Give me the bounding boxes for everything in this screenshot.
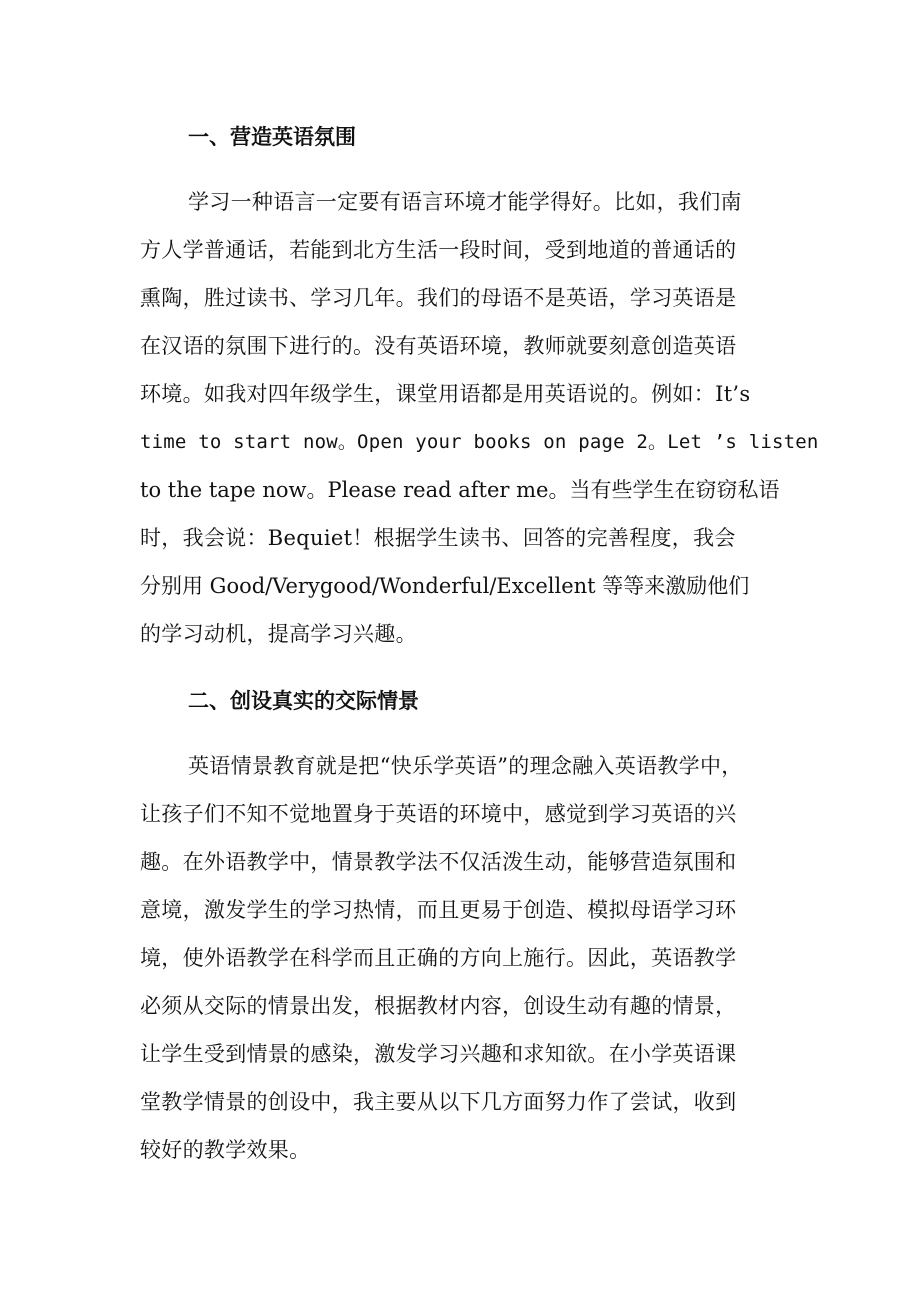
section-2-line: 让学生受到情景的感染，激发学习兴趣和求知欲。在小学英语课	[140, 1042, 737, 1066]
section-1-line: 的学习动机，提高学习兴趣。	[140, 622, 417, 646]
section-2-line: 堂教学情景的创设中，我主要从以下几方面努力作了尝试，收到	[140, 1090, 737, 1114]
section-1-line: 在汉语的氛围下进行的。没有英语环境，教师就要刻意创造英语	[140, 334, 737, 358]
section-2-line: 较好的教学效果。	[140, 1138, 311, 1162]
section-2-line: 英语情景教育就是把“快乐学英语”的理念融入英语教学中，	[188, 754, 743, 778]
section-2-line: 境，使外语教学在科学而且正确的方向上施行。因此，英语教学	[140, 946, 737, 970]
section-1-line: 时，我会说：Bequiet！根据学生读书、回答的完善程度，我会	[140, 526, 736, 550]
section-1-line: 熏陶，胜过读书、学习几年。我们的母语不是英语，学习英语是	[140, 286, 737, 310]
section-1-line: to the tape now。Please read after me。当有些学生在窃窃私语	[140, 478, 780, 502]
section-2-line: 让孩子们不知不觉地置身于英语的环境中，感觉到学习英语的兴	[140, 802, 737, 826]
section-2-line: 意境，激发学生的学习热情，而且更易于创造、模拟母语学习环	[140, 898, 737, 922]
section-2-line: 必须从交际的情景出发，根据教材内容，创设生动有趣的情景，	[140, 994, 737, 1018]
section-1-heading: 一、营造英语氛围	[188, 124, 356, 149]
section-1-line: 分别用 Good/Verygood/Wonderful/Excellent 等等来激励他们	[140, 574, 750, 598]
section-1-line: 学习一种语言一定要有语言环境才能学得好。比如，我们南	[188, 190, 742, 214]
section-1-line: 方人学普通话，若能到北方生活一段时间，受到地道的普通话的	[140, 238, 737, 262]
section-2-line: 趣。在外语教学中，情景教学法不仅活泼生动，能够营造氛围和	[140, 850, 737, 874]
section-1-line: 环境。如我对四年级学生，课堂用语都是用英语说的。例如：It’s	[140, 382, 751, 406]
section-2-heading: 二、创设真实的交际情景	[188, 688, 419, 713]
section-1-line: time to start now。Open your books on page 2。Let ’s listen	[140, 431, 819, 453]
